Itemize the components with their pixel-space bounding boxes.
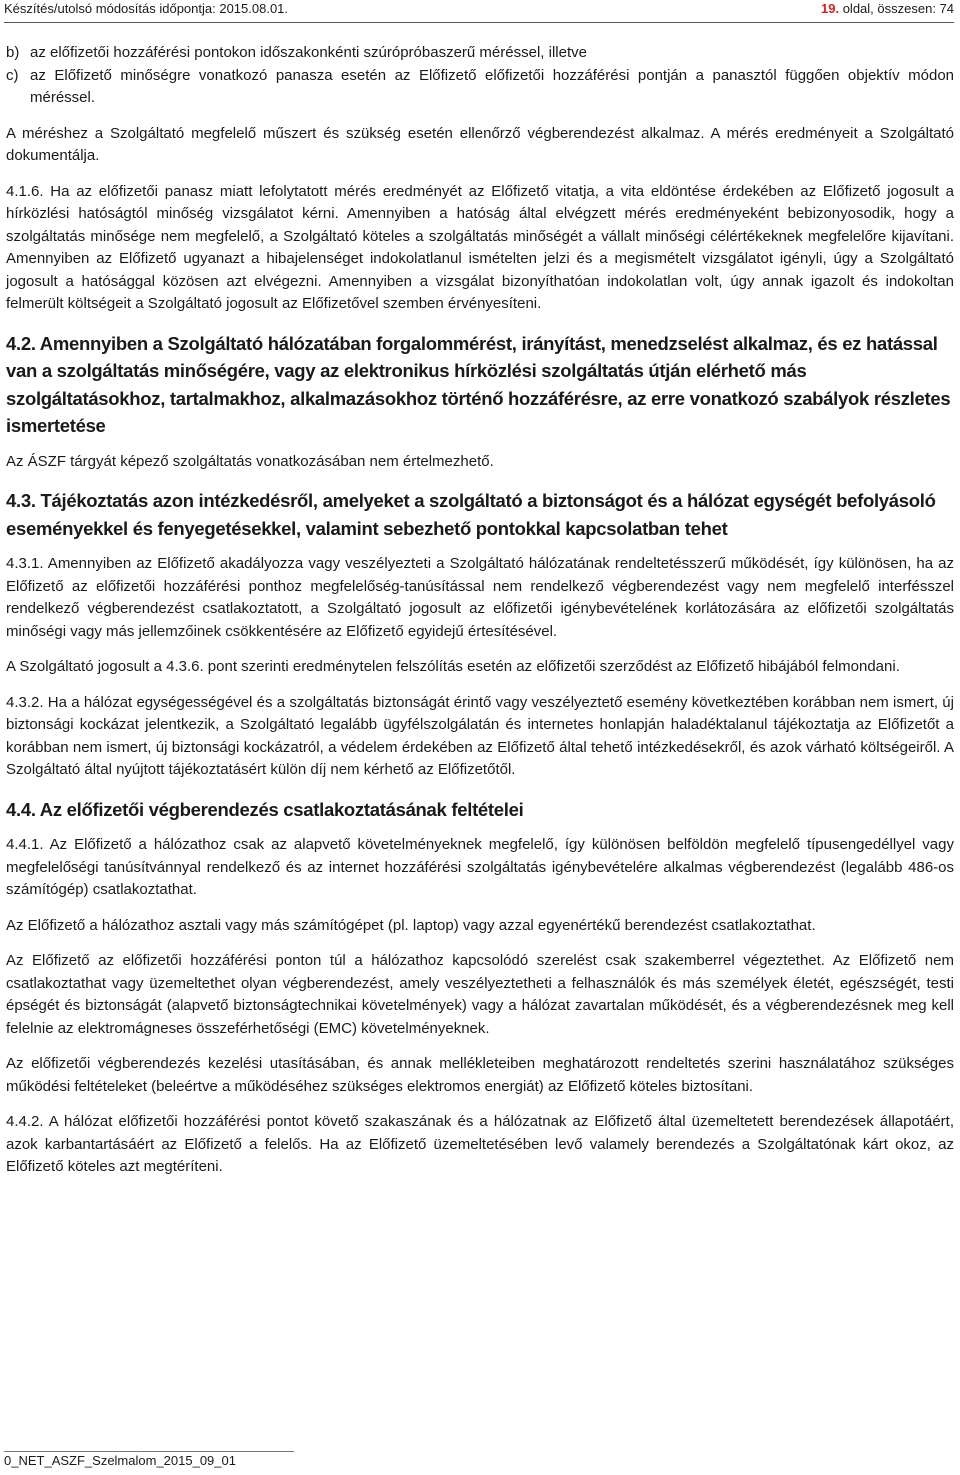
list-item-b [6, 42, 954, 65]
list-item-c [6, 65, 954, 110]
paragraph-4-4-1-installation: Az Előfizető az előfizetői hozzáférési ponton túl a hálózathoz kapcsolódó szerelést csak szakemberrel végeztethet. Az Előfizető nem csatlakoztathat vagy üzemeltethet olyan végberendezést, amely veszélyeztetheti a felhasználók és más személyek életét, egészségét, testi épségét és biztonságát (alapvető biztonságtechnikai követelmények) vagy a hálózat zavartalan működését, és a végberendezésnek meg kell felelnie az elektromágneses összeférhetőségi (EMC) követelményeknek. [6, 952, 954, 1037]
page-footer: 0_NET_ASZF_Szelmalom_2015_09_01 [4, 1453, 236, 1468]
paragraph-4-3-1-termination: A Szolgáltató jogosult a 4.3.6. pont szerinti eredménytelen felszólítás esetén az előfizetői szerződést az Előfizető hibájából felmondani. [6, 658, 900, 675]
paragraph-4-2: Az ÁSZF tárgyát képező szolgáltatás vonatkozásában nem értelmezhető. [6, 452, 494, 470]
page-header [4, 0, 954, 23]
list-text: az előfizetői hozzáférési pontokon időszakonkénti szúrópróbaszerű méréssel, illetve [30, 44, 587, 61]
document-body [6, 42, 954, 1179]
page-number: 19. [821, 1, 840, 16]
heading-4-2: 4.2. Amennyiben a Szolgáltató hálózatában forgalommérést, irányítást, menedzselést alkalmaz, és ez hatással van a szolgáltatás minőségére, vagy az elektronikus hírközlési szolgáltatás útján elérhető más szolgáltatásokhoz, tartalmakhoz, alkalmazásokhoz történő hozzáférésre, az erre vonatkozó szabályok részletes ismertetése [6, 332, 951, 436]
paragraph-4-3-1: 4.3.1. Amennyiben az Előfizető akadályozza vagy veszélyezteti a Szolgáltató hálózatának rendeltetésszerű működését, így különösen, ha az Előfizető az előfizetői hozzáférési ponthoz megfelelőség-tanúsítással nem rendelkező végberendezést vagy nem megfelelő interfésszel rendelkező végberendezést csatlakoztatott, a Szolgáltató jogosult az előfizetői igénybevételének korlátozására az előfizetői szolgáltatás minőségi vagy más jellemzőinek csökkentésére az Előfizető egyidejű értesítésével. [6, 555, 954, 640]
measurement-list [6, 42, 954, 110]
page-total: oldal, összesen: 74 [839, 1, 954, 16]
paragraph-4-3-2: 4.3.2. Ha a hálózat egységességével és a szolgáltatás biztonságát érintő vagy veszélyeztető esemény következtében korábban nem ismert, új biztonsági kockázat jelentkezik, a Szolgáltató legalább ügyfélszolgálatán és internetes honlapján haladéktalanul tájékoztatja az Előfizetőt a korábban nem ismert, új biztonsági kockázatról, a védelem érdekében az Előfizető által tehető intézkedésekről, és azok várható költségeiről. A Szolgáltató által nyújtott tájékoztatásért külön díj nem kérhető az Előfizetőtől. [6, 693, 954, 778]
paragraph-4-4-2: 4.4.2. A hálózat előfizetői hozzáférési pontot követő szakaszának és a hálózatnak az Előfizető által üzemeltetett berendezések állapotáért, azok karbantartásáért az Előfizető a felelős. Ha az Előfizető üzemeltetésében levő valamely berendezés a Szolgáltatónak kárt okoz, az Előfizető köteles azt megtéríteni. [6, 1113, 954, 1175]
list-label: c) [6, 66, 19, 84]
modification-date: Készítés/utolsó módosítás időpontja: 2015.08.01. [4, 1, 289, 16]
paragraph-4-4-1-operation: Az előfizetői végberendezés kezelési utasításában, és annak mellékleteiben meghatározott rendeltetés szerini használatához szükséges működési feltételeket (beleértve a működéséhez szükséges elektromos energiát) az Előfizető köteles biztosítani. [6, 1055, 954, 1095]
footer-rule [4, 1451, 294, 1452]
page-counter [821, 0, 954, 18]
heading-4-4: 4.4. Az előfizetői végberendezés csatlakoztatásának feltételei [6, 798, 524, 820]
heading-4-3: 4.3. Tájékoztatás azon intézkedésről, amelyeket a szolgáltató a biztonságot és a hálózat egységét befolyásoló eseményekkel és fenyegetésekkel, valamint sebezhető pontokkal kapcsolatban tehet [6, 490, 936, 539]
list-text: az Előfizető minőségre vonatkozó panasza esetén az Előfizető előfizetői hozzáférési pontján a panasztól függően objektív módon méréssel. [30, 66, 954, 106]
paragraph-4-1-6: 4.1.6. Ha az előfizetői panasz miatt lefolytatott mérés eredményét az Előfizető vitatja, a vita eldöntése érdekében az Előfizető jogosult a hírközlési hatóságtól minőség vizsgálatot kérni. Amennyiben a hatóság által elvégzett mérés eredményeként bebizonyosodik, hogy a szolgáltatás minősége nem megfelelő, a Szolgáltató köteles a szolgáltatás minőségét a vállalt minőségi célértékeknek megfelelőre kijavítani. Amennyiben az Előfizető ugyanazt a hibajelenséget indokolatlanul ismételten jelzi és a megismételt vizsgálatot igényli, úgy a Szolgáltató jogosult a hatósággal közösen azt elvégezni. Amennyiben a vizsgálat bizonyíthatóan indokolatlan volt, úgy annak igazolt és indokoltan felmerült költségeit a Szolgáltató jogosult az Előfizetővel szemben érvényesíteni. [6, 182, 954, 312]
paragraph-measurement: A méréshez a Szolgáltató megfelelő műszert és szükség esetén ellenőrző végberendezést alkalmaz. A mérés eredményeit a Szolgáltató dokumentálja. [6, 124, 954, 164]
paragraph-4-4-1-computer: Az Előfizető a hálózathoz asztali vagy más számítógépet (pl. laptop) vagy azzal egyenértékű berendezést csatlakoztathat. [6, 916, 816, 934]
paragraph-4-4-1: 4.4.1. Az Előfizető a hálózathoz csak az alapvető követelményeknek megfelelő, így különösen belföldön megfelelő típusengedéllyel vagy megfelelőségi tanúsítvánnyal rendelkező és az internet hozzáférési szolgáltatás igénybevételére alkalmas végberendezést (legalább 486-os számítógép) csatlakoztathat. [6, 836, 954, 898]
list-label: b) [6, 44, 20, 61]
